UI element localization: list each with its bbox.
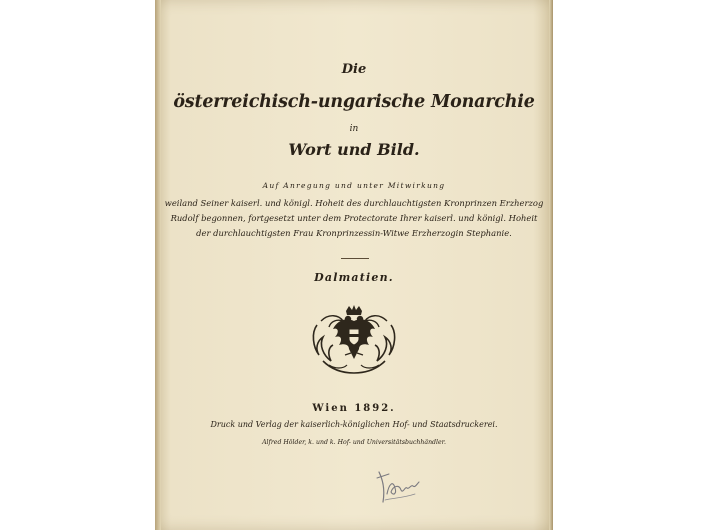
book-page: [155, 0, 553, 530]
volume-title: Dalmatien.: [314, 271, 394, 284]
page-right-edge: [549, 0, 553, 530]
divider: [341, 258, 369, 259]
patronage-line: weiland Seiner kaiserl. und königl. Hoheit des durchlauchtigsten Kronprinzen Erzherzog: [164, 198, 544, 208]
intro-line: Auf Anregung und unter Mitwirkung: [262, 181, 446, 190]
patronage-line: der durchlauchtigsten Frau Kronprinzessin-Witwe Erzherzogin Stephanie.: [196, 228, 512, 238]
place-year: Wien 1892.: [312, 403, 396, 414]
page-left-edge: [155, 0, 161, 530]
subtitle: Wort und Bild.: [288, 140, 420, 159]
title-connector: in: [349, 124, 359, 134]
double-headed-eagle-crest-icon: [309, 303, 399, 377]
bookseller-line: Alfred Hölder, k. und k. Hof- und Universitätsbuchhändler.: [262, 439, 446, 446]
title-article: Die: [341, 62, 367, 77]
main-title: österreichisch-ungarische Monarchie: [173, 92, 535, 112]
publisher-line: Druck und Verlag der kaiserlich-königlichen Hof- und Staatsdruckerei.: [210, 420, 498, 429]
pencil-signature-mark: [375, 464, 423, 504]
patronage-line: Rudolf begonnen, fortgesetzt unter dem Protectorate Ihrer kaiserl. und königl. Hoheit: [170, 213, 538, 223]
